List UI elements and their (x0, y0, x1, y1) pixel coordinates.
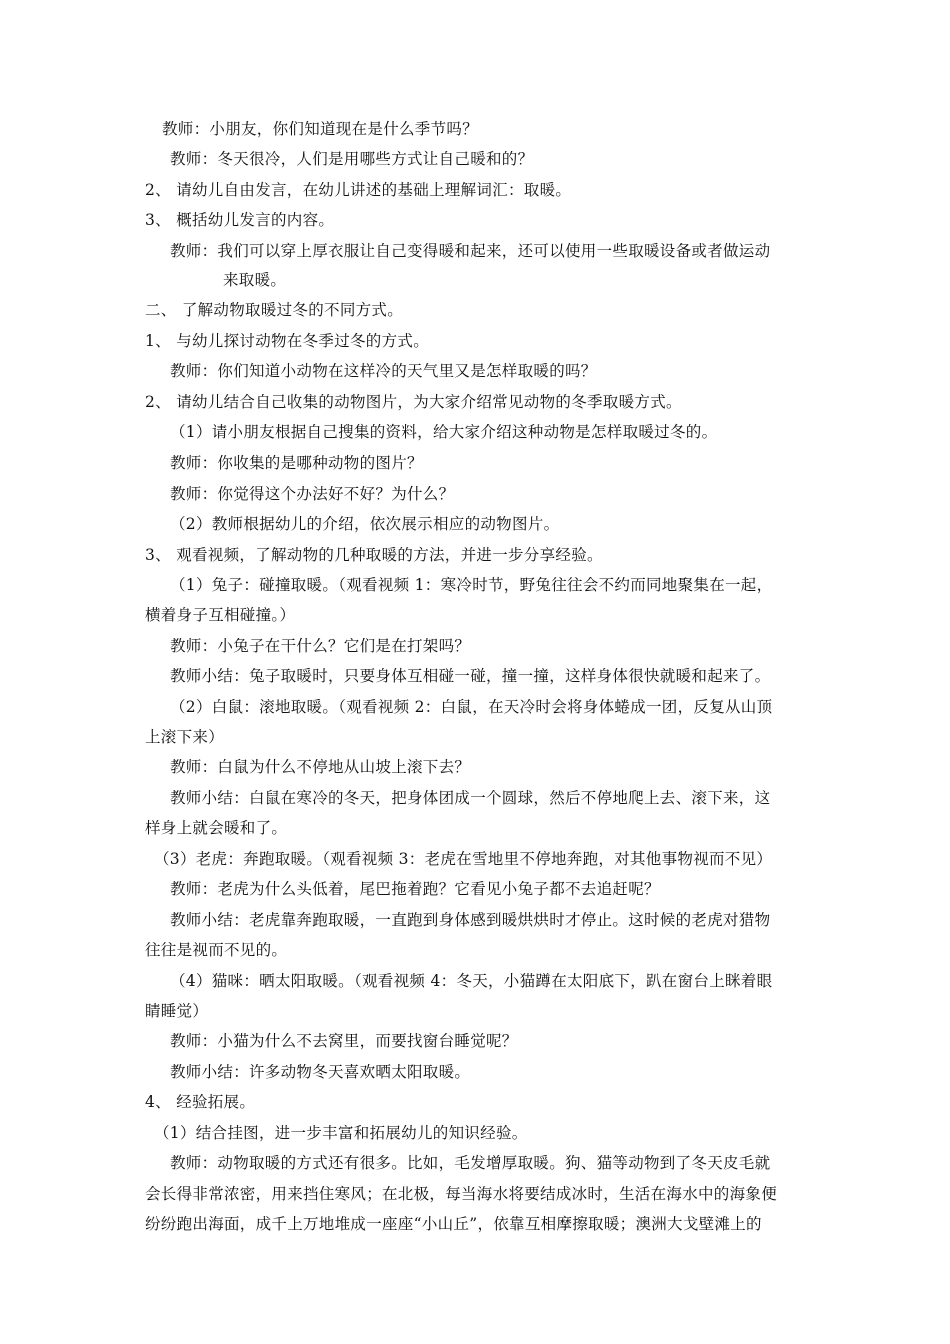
text-line: （1）兔子：碰撞取暖。（观看视频 1：寒冷时节，野兔往往会不约而同地聚集在一起， (170, 576, 773, 594)
text-line: 教师小结：老虎靠奔跑取暖，一直跑到身体感到暖烘烘时才停止。这时候的老虎对猎物 (170, 911, 771, 929)
text-line: 教师：小兔子在干什么？它们是在打架吗？ (170, 637, 471, 655)
text-line: 纷纷跑出海面，成千上万地堆成一座座“小山丘”，依靠互相摩擦取暖；澳洲大戈壁滩上的 (145, 1215, 762, 1233)
text-line: 教师：动物取暖的方式还有很多。比如，毛发增厚取暖。狗、猫等动物到了冬天皮毛就 (170, 1154, 771, 1172)
text-line: 教师：你觉得这个办法好不好？为什么？ (170, 485, 455, 503)
text-line: 教师：白鼠为什么不停地从山坡上滚下去？ (170, 758, 471, 776)
section-heading: 二、 了解动物取暖过冬的不同方式。 (145, 301, 404, 319)
text-line: （1）请小朋友根据自己搜集的资料，给大家介绍这种动物是怎样取暖过冬的。 (170, 423, 718, 441)
text-line: 教师小结：兔子取暖时，只要身体互相碰一碰，撞一撞，这样身体很快就暖和起来了。 (170, 667, 771, 685)
text-line: 教师：我们可以穿上厚衣服让自己变得暖和起来，还可以使用一些取暖设备或者做运动 (170, 242, 771, 260)
text-line: （2）教师根据幼儿的介绍，依次展示相应的动物图片。 (170, 515, 560, 533)
text-line: （1）结合挂图，进一步丰富和拓展幼儿的知识经验。 (154, 1124, 528, 1142)
text-line: 教师：老虎为什么头低着，尾巴拖着跑？它看见小兔子都不去追赶呢？ (170, 880, 660, 898)
text-line: 教师：冬天很冷，人们是用哪些方式让自己暖和的？ (170, 150, 534, 168)
text-line: 4、 经验拓展。 (145, 1093, 256, 1111)
text-line: 3、 概括幼儿发言的内容。 (145, 211, 335, 229)
text-line: 来取暖。 (223, 271, 287, 289)
text-line: 横着身子互相碰撞。） (145, 606, 296, 624)
text-line: 会长得非常浓密，用来挡住寒风；在北极，每当海水将要结成冰时，生活在海水中的海象便 (145, 1185, 778, 1203)
text-line: 教师小结：白鼠在寒冷的冬天，把身体团成一个圆球，然后不停地爬上去、滚下来，这 (170, 789, 771, 807)
text-line: 3、 观看视频，了解动物的几种取暖的方法，并进一步分享经验。 (145, 546, 603, 564)
text-line: 教师：你们知道小动物在这样冷的天气里又是怎样取暖的吗？ (170, 362, 597, 380)
text-line: 教师：你收集的是哪种动物的图片？ (170, 454, 423, 472)
text-line: 2、 请幼儿结合自己收集的动物图片，为大家介绍常见动物的冬季取暖方式。 (145, 393, 682, 411)
text-line: 1、 与幼儿探讨动物在冬季过冬的方式。 (145, 332, 429, 350)
text-line: 2、 请幼儿自由发言，在幼儿讲述的基础上理解词汇：取暖。 (145, 181, 572, 199)
text-line: 上滚下来） (145, 728, 225, 746)
text-line: （2）白鼠：滚地取暖。（观看视频 2：白鼠，在天冷时会将身体蜷成一团，反复从山顶 (170, 698, 773, 716)
text-line: 教师：小朋友，你们知道现在是什么季节吗？ (162, 120, 479, 138)
text-line: 睛睡觉） (145, 1002, 209, 1020)
text-line: 样身上就会暖和了。 (145, 819, 288, 837)
text-line: 教师：小猫为什么不去窝里，而要找窗台睡觉呢？ (170, 1032, 518, 1050)
text-line: （3）老虎：奔跑取暖。（观看视频 3：老虎在雪地里不停地奔跑，对其他事物视而不见） (154, 850, 773, 868)
text-line: 教师小结：许多动物冬天喜欢晒太阳取暖。 (170, 1063, 471, 1081)
text-line: 往往是视而不见的。 (145, 941, 288, 959)
text-line: （4）猫咪：晒太阳取暖。（观看视频 4：冬天，小猫蹲在太阳底下，趴在窗台上眯着眼 (170, 972, 773, 990)
